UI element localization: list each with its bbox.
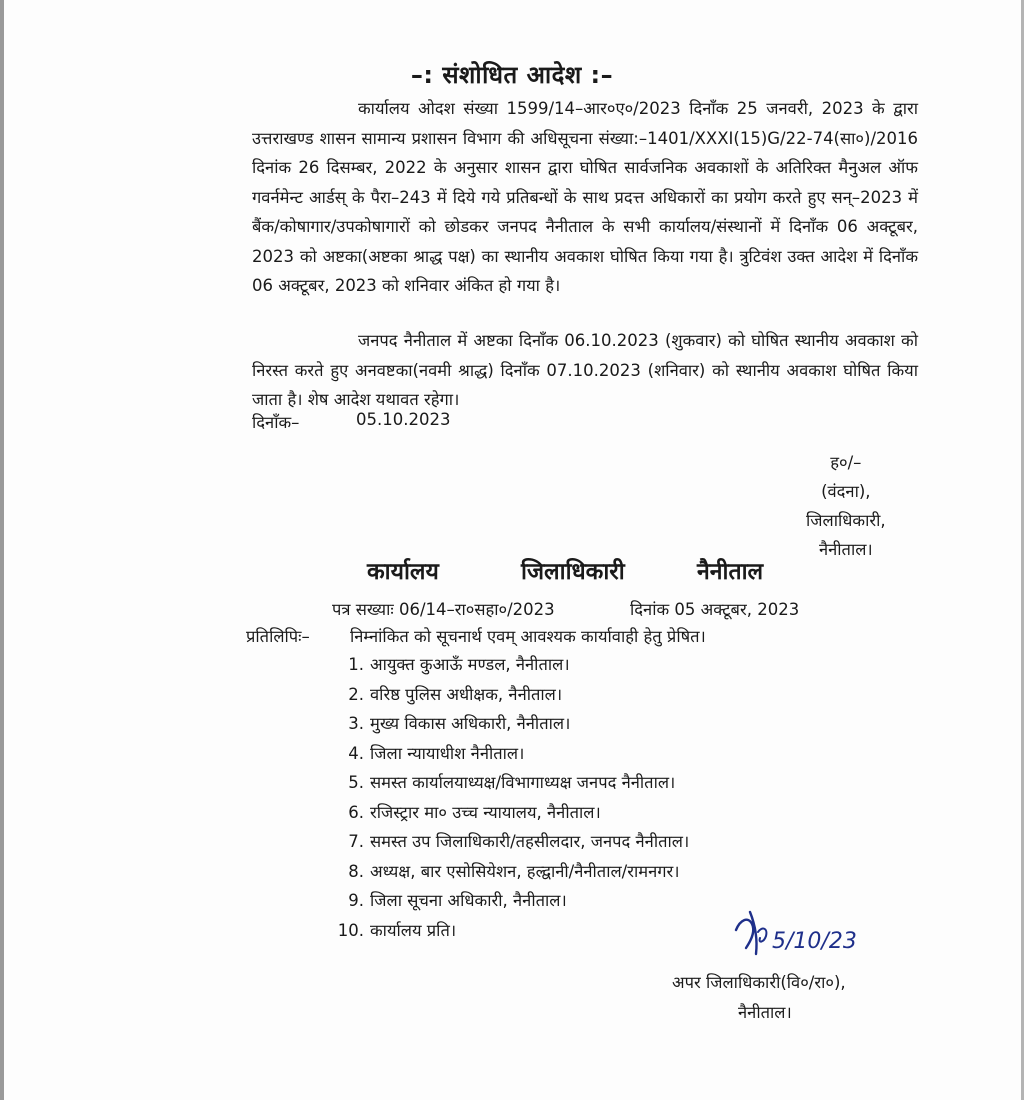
signatory-block-1 (806, 448, 886, 564)
list-item: 2. वरिष्ठ पुलिस अधीक्षक, नैनीताल। (348, 684, 563, 704)
signatory2-location: नैनीताल। (738, 1003, 792, 1022)
order-date-value: 05.10.2023 (356, 410, 451, 429)
office-heading-word-2: जिलाधिकारी (521, 559, 625, 585)
list-item: 10. कार्यालय प्रति। (337, 920, 457, 940)
order-date-label: दिनाँक– (252, 413, 300, 432)
copy-recipient-list (336, 650, 689, 945)
handwritten-signature (728, 902, 868, 972)
list-item: 8. अध्यक्ष, बार एसोसियेशन, हल्द्वानी/नैनीताल/रामनगर। (348, 861, 680, 881)
office-heading-word-1: कार्यालय (367, 559, 439, 585)
signatory2-designation: अपर जिलाधिकारी(वि०/रा०), (672, 973, 846, 992)
reference-number: पत्र सख्याः 06/14–रा०सहा०/2023 (332, 600, 555, 619)
list-item: 7. समस्त उप जिलाधिकारी/तहसीलदार, जनपद नैनीताल। (348, 832, 690, 851)
list-item: 1. आयुक्त कुआऊँ मण्डल, नैनीताल। (348, 655, 570, 674)
list-item: 5. समस्त कार्यालयाध्यक्ष/विभागाध्यक्ष जनपद नैनीताल। (348, 773, 676, 792)
list-item: 6. रजिस्ट्रार मा० उच्च न्यायालय, नैनीताल। (348, 802, 601, 822)
list-item: 4. जिला न्यायाधीश नैनीताल। (348, 743, 525, 763)
order-paragraph-1: कार्यालय ओदश संख्या 1599/14–आर०ए०/2023 दिनाँक 25 जनवरी, 2023 के द्वारा उत्तराखण्ड शासन सामान्य प्रशासन विभाग की अधिसूचना संख्या:–1401/XXXI(15)G/22-74(सा०)/2016 दिनांक 26 दिसम्बर, 2022 के अनुसार शासन द्वारा घोषित सार्वजनिक अवकाशों के अतिरिक्त मैनुअल ऑफ गवर्नमेन्ट आर्डस् के पैरा–243 में दिये गये प्रतिबन्धों के साथ प्रदत्त अधिकारों का प्रयोग करते हुए सन्–2023 में बैंक/कोषागार/उपकोषागारों को छोडकर जनपद नैनीताल के सभी कार्यालय/संस्थानों में दिनाँक 06 अक्टूबर, 2023 को अष्टका(अष्टका श्राद्ध पक्ष) का स्थानीय अवकाश घोषित किया गया है। त्रुटिवंश उक्त आदेश में दिनाँक 06 अक्टूबर, 2023 को शनिवार अंकित हो गया है। (252, 99, 918, 295)
list-item: 9. जिला सूचना अधिकारी, नैनीताल। (348, 891, 567, 910)
signatory-block-2 (672, 968, 846, 1028)
copy-to-intro: निम्नांकित को सूचनार्थ एवम् आवश्यक कार्यावाही हेतु प्रेषित। (350, 627, 706, 646)
signed-mark: ह०/– (830, 453, 862, 472)
office-heading-word-3: नैनीताल (697, 559, 764, 585)
order-paragraph-2: जनपद नैनीताल में अष्टका दिनाँक 06.10.2023 (शुकवार) को घोषित स्थानीय अवकाश को निरस्त करते हुए अनवष्टका(नवमी श्राद्ध) दिनाँक 07.10.2023 (शनिवार) को स्थानीय अवकाश घोषित किया जाता है। शेष आदेश यथावत रहेगा। (252, 331, 918, 409)
reference-date: दिनांक 05 अक्टूबर, 2023 (630, 600, 800, 619)
signatory-designation: जिलाधिकारी, (806, 511, 886, 530)
copy-to-label: प्रतिलिपिः– (246, 627, 310, 646)
handwritten-date: 5/10/23 (772, 929, 857, 954)
signatory-location: नैनीताल। (818, 540, 873, 559)
list-item: 3. मुख्य विकास अधिकारी, नैनीताल। (348, 714, 571, 733)
signatory-name: (वंदना), (821, 482, 871, 501)
document-title: –: संशोधित आदेश :– (410, 61, 614, 89)
order-date (252, 410, 451, 433)
